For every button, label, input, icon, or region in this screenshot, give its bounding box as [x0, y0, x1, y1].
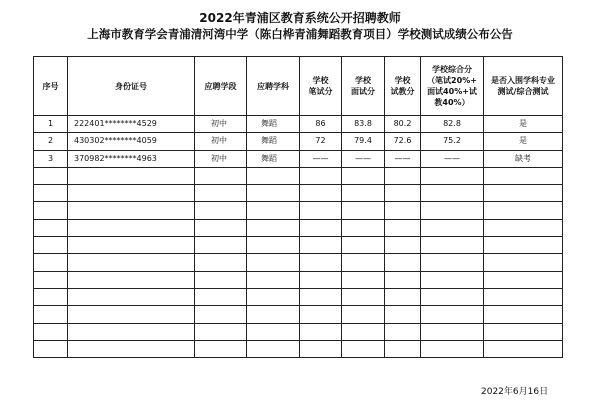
- header-composite: 学校综合分 （笔试20%+ 面试40%+试 教40%）: [421, 57, 484, 116]
- empty-cell: [247, 167, 300, 184]
- cell-admit: 缺考: [484, 150, 563, 167]
- empty-cell: [421, 185, 484, 202]
- empty-cell: [68, 340, 195, 357]
- empty-cell: [68, 202, 195, 219]
- cell-subject: 舞蹈: [247, 116, 300, 133]
- cell-interview: 83.8: [342, 116, 385, 133]
- empty-cell: [385, 202, 421, 219]
- empty-cell: [300, 185, 342, 202]
- empty-cell: [385, 219, 421, 236]
- empty-cell: [385, 167, 421, 184]
- cell-stage: 初中: [195, 150, 247, 167]
- cell-teaching: ——: [385, 150, 421, 167]
- empty-cell: [385, 254, 421, 271]
- empty-cell: [484, 237, 563, 254]
- cell-no: 1: [34, 116, 68, 133]
- header-interview: 学校 面试分: [342, 57, 385, 116]
- empty-cell: [34, 219, 68, 236]
- empty-cell: [421, 306, 484, 323]
- empty-cell: [484, 254, 563, 271]
- empty-table-row: [34, 323, 563, 340]
- empty-cell: [342, 202, 385, 219]
- empty-cell: [300, 323, 342, 340]
- empty-cell: [195, 254, 247, 271]
- score-table: [33, 56, 563, 358]
- cell-teaching: 80.2: [385, 116, 421, 133]
- empty-cell: [34, 167, 68, 184]
- empty-cell: [247, 340, 300, 357]
- empty-cell: [195, 202, 247, 219]
- empty-cell: [247, 254, 300, 271]
- empty-cell: [247, 219, 300, 236]
- cell-id: 222401********4529: [68, 116, 195, 133]
- empty-cell: [342, 306, 385, 323]
- cell-written: ——: [300, 150, 342, 167]
- empty-cell: [300, 237, 342, 254]
- empty-cell: [385, 237, 421, 254]
- empty-cell: [484, 323, 563, 340]
- empty-cell: [342, 288, 385, 305]
- empty-cell: [68, 271, 195, 288]
- empty-cell: [68, 237, 195, 254]
- empty-cell: [484, 202, 563, 219]
- cell-id: 430302********4059: [68, 133, 195, 150]
- empty-table-row: [34, 254, 563, 271]
- empty-cell: [342, 185, 385, 202]
- empty-table-row: [34, 288, 563, 305]
- empty-table-row: [34, 271, 563, 288]
- empty-cell: [68, 167, 195, 184]
- empty-cell: [484, 340, 563, 357]
- header-subject: 应聘学科: [247, 57, 300, 116]
- cell-interview: ——: [342, 150, 385, 167]
- empty-cell: [484, 271, 563, 288]
- empty-cell: [195, 271, 247, 288]
- cell-interview: 79.4: [342, 133, 385, 150]
- empty-cell: [385, 340, 421, 357]
- empty-cell: [385, 185, 421, 202]
- empty-cell: [484, 306, 563, 323]
- empty-cell: [68, 306, 195, 323]
- header-admit: 是否入围学科专业 测试/综合测试: [484, 57, 563, 116]
- table-header-row: [34, 57, 563, 116]
- empty-cell: [68, 323, 195, 340]
- cell-stage: 初中: [195, 116, 247, 133]
- cell-id: 370982********4963: [68, 150, 195, 167]
- empty-cell: [342, 323, 385, 340]
- header-no: 序号: [34, 57, 68, 116]
- empty-cell: [342, 237, 385, 254]
- cell-written: 72: [300, 133, 342, 150]
- empty-cell: [484, 288, 563, 305]
- empty-cell: [421, 288, 484, 305]
- document-title: 2022年青浦区教育系统公开招聘教师: [199, 11, 401, 25]
- empty-cell: [421, 167, 484, 184]
- cell-no: 2: [34, 133, 68, 150]
- empty-cell: [68, 254, 195, 271]
- cell-admit: 是: [484, 133, 563, 150]
- empty-cell: [34, 185, 68, 202]
- empty-cell: [300, 254, 342, 271]
- empty-table-row: [34, 167, 563, 184]
- cell-subject: 舞蹈: [247, 150, 300, 167]
- empty-cell: [421, 340, 484, 357]
- empty-cell: [34, 340, 68, 357]
- empty-cell: [484, 167, 563, 184]
- header-stage: 应聘学段: [195, 57, 247, 116]
- empty-cell: [300, 288, 342, 305]
- empty-cell: [247, 202, 300, 219]
- header-written: 学校 笔试分: [300, 57, 342, 116]
- empty-cell: [342, 340, 385, 357]
- table-row: [34, 116, 563, 133]
- empty-cell: [195, 185, 247, 202]
- empty-cell: [385, 288, 421, 305]
- empty-cell: [195, 288, 247, 305]
- empty-cell: [247, 271, 300, 288]
- empty-table-row: [34, 306, 563, 323]
- empty-cell: [385, 306, 421, 323]
- empty-cell: [68, 219, 195, 236]
- cell-composite: 82.8: [421, 116, 484, 133]
- empty-table-row: [34, 219, 563, 236]
- cell-admit: 是: [484, 116, 563, 133]
- cell-no: 3: [34, 150, 68, 167]
- empty-cell: [195, 323, 247, 340]
- publish-date: 2022年6月16日: [481, 387, 549, 397]
- empty-cell: [421, 323, 484, 340]
- cell-subject: 舞蹈: [247, 133, 300, 150]
- empty-cell: [342, 219, 385, 236]
- empty-cell: [300, 202, 342, 219]
- empty-cell: [195, 237, 247, 254]
- empty-cell: [195, 306, 247, 323]
- empty-cell: [300, 167, 342, 184]
- empty-cell: [484, 185, 563, 202]
- empty-cell: [68, 288, 195, 305]
- empty-cell: [34, 202, 68, 219]
- empty-cell: [385, 323, 421, 340]
- cell-written: 86: [300, 116, 342, 133]
- empty-cell: [421, 237, 484, 254]
- empty-cell: [247, 237, 300, 254]
- empty-cell: [300, 306, 342, 323]
- document-subtitle: 上海市教育学会青浦清河湾中学（陈白桦青浦舞蹈教育项目）学校测试成绩公布公告: [87, 27, 513, 41]
- table-row: [34, 150, 563, 167]
- empty-cell: [300, 219, 342, 236]
- empty-cell: [247, 288, 300, 305]
- empty-table-row: [34, 237, 563, 254]
- cell-stage: 初中: [195, 133, 247, 150]
- empty-cell: [34, 254, 68, 271]
- empty-cell: [385, 271, 421, 288]
- header-id: 身份证号: [68, 57, 195, 116]
- empty-cell: [300, 340, 342, 357]
- empty-cell: [68, 185, 195, 202]
- empty-cell: [342, 271, 385, 288]
- empty-cell: [300, 271, 342, 288]
- empty-cell: [342, 167, 385, 184]
- empty-cell: [421, 202, 484, 219]
- empty-cell: [247, 306, 300, 323]
- empty-table-row: [34, 340, 563, 357]
- empty-cell: [34, 288, 68, 305]
- empty-cell: [195, 167, 247, 184]
- empty-cell: [421, 271, 484, 288]
- empty-cell: [34, 271, 68, 288]
- table-row: [34, 133, 563, 150]
- empty-table-row: [34, 202, 563, 219]
- empty-cell: [34, 306, 68, 323]
- empty-cell: [34, 237, 68, 254]
- empty-cell: [34, 323, 68, 340]
- cell-teaching: 72.6: [385, 133, 421, 150]
- empty-cell: [484, 219, 563, 236]
- cell-composite: ——: [421, 150, 484, 167]
- empty-cell: [342, 254, 385, 271]
- empty-cell: [421, 219, 484, 236]
- cell-composite: 75.2: [421, 133, 484, 150]
- empty-cell: [247, 185, 300, 202]
- header-teaching: 学校 试教分: [385, 57, 421, 116]
- empty-cell: [195, 219, 247, 236]
- empty-cell: [247, 323, 300, 340]
- empty-cell: [195, 340, 247, 357]
- empty-table-row: [34, 185, 563, 202]
- empty-cell: [421, 254, 484, 271]
